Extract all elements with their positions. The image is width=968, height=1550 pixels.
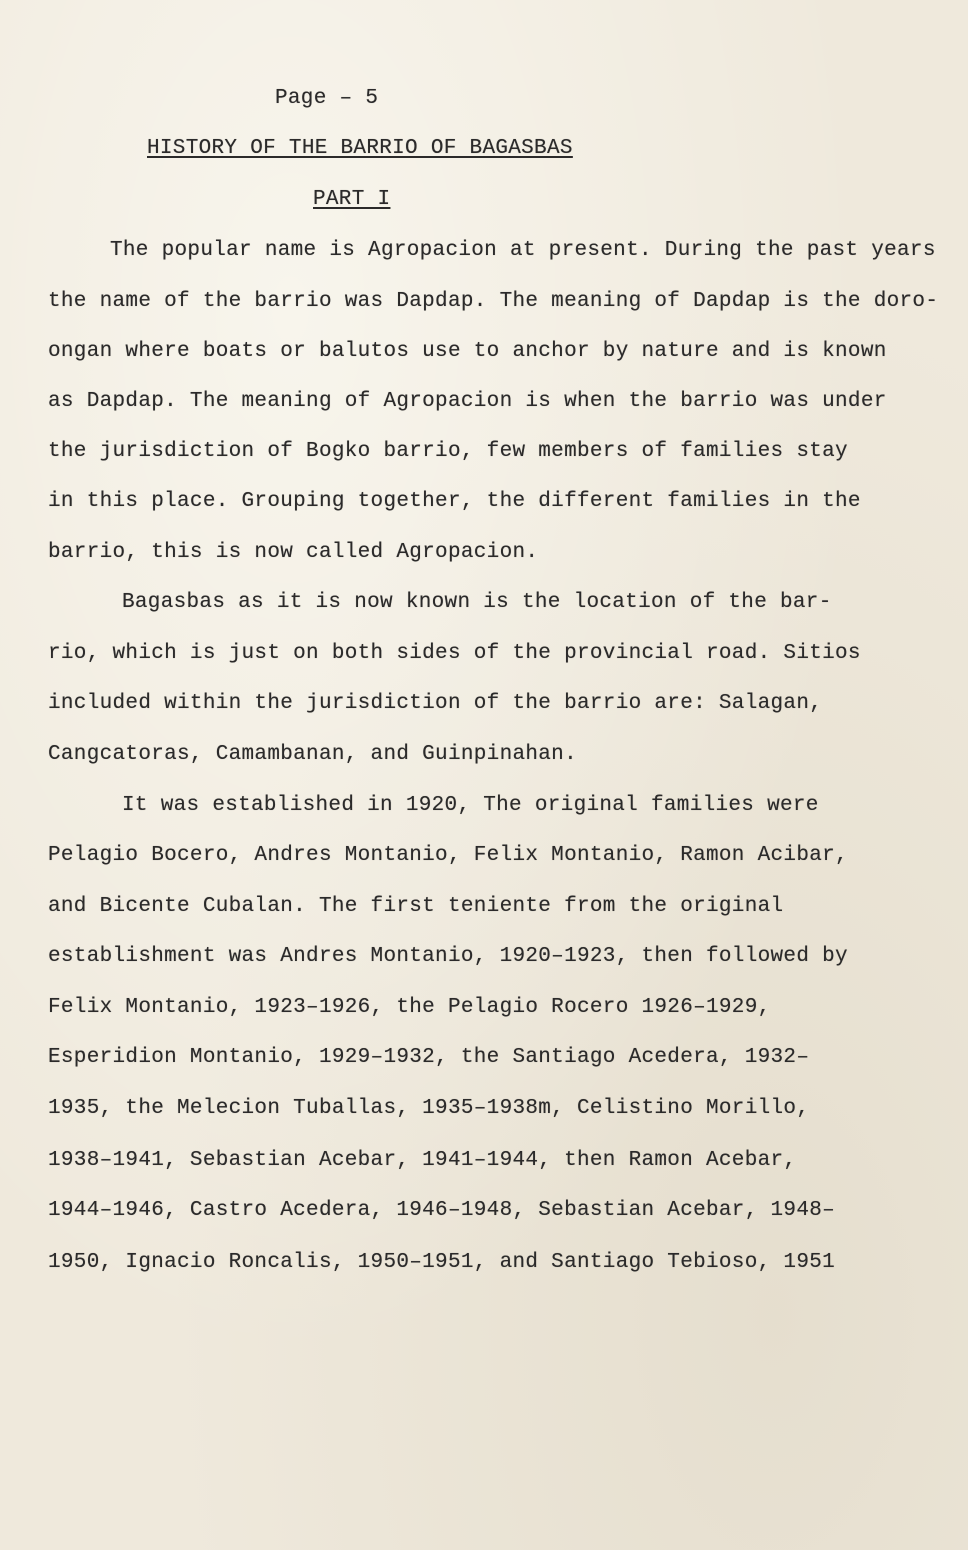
paragraph-3-line: It was established in 1920, The original families were: [122, 794, 819, 817]
paragraph-1-line: barrio, this is now called Agropacion.: [48, 541, 539, 564]
paragraph-3-line: and Bicente Cubalan. The first teniente from the original: [48, 895, 784, 918]
paragraph-1-line: The popular name is Agropacion at present. During the past years: [110, 239, 936, 262]
paragraph-1-line: as Dapdap. The meaning of Agropacion is when the barrio was under: [48, 390, 887, 413]
paragraph-3-line: 1935, the Melecion Tuballas, 1935–1938m, Celistino Morillo,: [48, 1097, 810, 1120]
part-heading: PART I: [313, 188, 391, 211]
paragraph-1-line: the jurisdiction of Bogko barrio, few members of families stay: [48, 440, 848, 463]
paragraph-2-line: rio, which is just on both sides of the provincial road. Sitios: [48, 642, 861, 665]
paragraph-3-line: Pelagio Bocero, Andres Montanio, Felix Montanio, Ramon Acibar,: [48, 844, 848, 867]
document-title: HISTORY OF THE BARRIO OF BAGASBAS: [147, 137, 573, 160]
paragraph-1-line: the name of the barrio was Dapdap. The meaning of Dapdap is the doro-: [48, 290, 939, 313]
paragraph-1-line: in this place. Grouping together, the different families in the: [48, 490, 861, 513]
page-number: Page – 5: [275, 87, 379, 110]
paragraph-2-line: Cangcatoras, Camambanan, and Guinpinahan.: [48, 743, 577, 766]
paragraph-3-line: Felix Montanio, 1923–1926, the Pelagio Rocero 1926–1929,: [48, 996, 771, 1019]
paragraph-3-line: 1944–1946, Castro Acedera, 1946–1948, Sebastian Acebar, 1948–: [48, 1199, 836, 1222]
paragraph-3-line: establishment was Andres Montanio, 1920–1923, then followed by: [48, 945, 848, 968]
paragraph-1-line: ongan where boats or balutos use to anchor by nature and is known: [48, 340, 887, 363]
paragraph-3-line: Esperidion Montanio, 1929–1932, the Santiago Acedera, 1932–: [48, 1046, 810, 1069]
paragraph-3-line: 1950, Ignacio Roncalis, 1950–1951, and Santiago Tebioso, 1951: [48, 1251, 836, 1274]
paragraph-2-line: included within the jurisdiction of the barrio are: Salagan,: [48, 692, 823, 715]
paragraph-3-line: 1938–1941, Sebastian Acebar, 1941–1944, then Ramon Acebar,: [48, 1149, 797, 1172]
paragraph-2-line: Bagasbas as it is now known is the location of the bar-: [122, 591, 832, 614]
